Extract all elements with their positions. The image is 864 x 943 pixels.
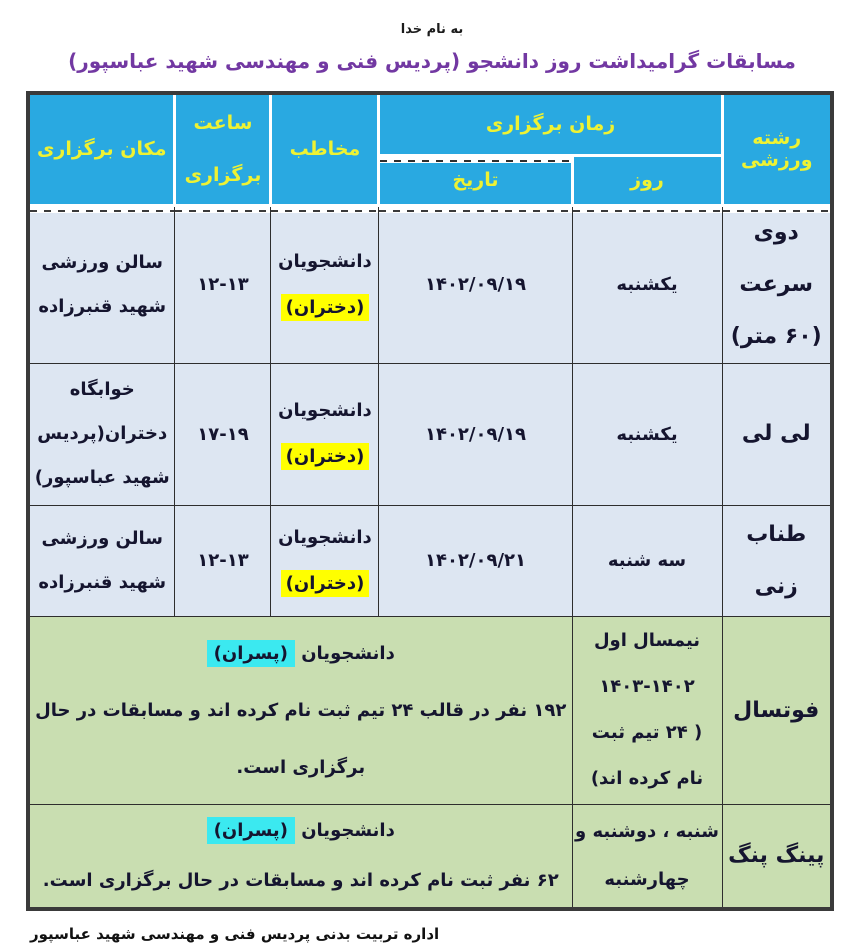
cell-hour <box>175 505 271 616</box>
schedule-line: چهارشنبه <box>604 868 690 890</box>
cell-date <box>379 205 572 363</box>
audience-line: دانشجویان <box>278 250 372 272</box>
header-location: مکان برگزاری <box>28 93 175 205</box>
table-row-sprint <box>28 205 832 363</box>
cell-sport <box>722 363 832 505</box>
date-value: ۱۴۰۲/۰۹/۱۹ <box>424 274 527 295</box>
sport-line: لی لی <box>741 421 811 446</box>
header-time-group: زمان برگزاری <box>379 93 722 155</box>
header-hour-line2: برگزاری <box>184 164 262 187</box>
info-prefix: دانشجویان <box>294 819 395 841</box>
info-prefix: دانشجویان <box>294 642 395 664</box>
table-row-rope <box>28 505 832 616</box>
cell-date <box>379 363 572 505</box>
sport-line: طناب زنی <box>746 521 807 599</box>
footer-text: اداره تربیت بدنی پردیس فنی و مهندسی شهید عباسپور <box>30 925 440 943</box>
audience-highlight: (دختران) <box>281 294 370 321</box>
date-value: ۱۴۰۲/۰۹/۲۱ <box>424 550 527 571</box>
cell-sport: فوتسال <box>722 616 832 804</box>
cell-futsal-info <box>28 616 572 804</box>
header-audience: مخاطب <box>271 93 379 205</box>
location-line: شهید قنبرزاده <box>38 295 167 317</box>
cell-audience <box>271 363 379 505</box>
cell-location <box>28 205 175 363</box>
cell-day: یکشنبه <box>572 363 722 505</box>
table-row-futsal <box>28 616 832 804</box>
cell-location <box>28 363 175 505</box>
location-line: سالن ورزشی <box>41 527 163 549</box>
audience-highlight: (دختران) <box>281 443 370 470</box>
cell-sport: پینگ پنگ <box>722 804 832 909</box>
sport-line: دوی سرعت <box>739 219 814 297</box>
hour-value: ۱۲-۱۳ <box>197 274 249 295</box>
cell-pingpong-info <box>28 804 572 909</box>
hour-value: ۱۷-۱۹ <box>197 423 249 445</box>
cell-audience <box>271 205 379 363</box>
cell-sport <box>722 205 832 363</box>
schedule-line: نیمسال اول <box>593 630 701 651</box>
competitions-table <box>26 91 834 911</box>
cell-date <box>379 505 572 616</box>
header-hour-line1: ساعت <box>193 112 253 135</box>
table-row-pingpong <box>28 804 832 909</box>
audience-highlight: (دختران) <box>281 570 370 597</box>
schedule-years: ۱۴۰۳-۱۴۰۲ <box>599 676 695 697</box>
info-highlight: (پسران) <box>207 817 295 844</box>
schedule-line: نام کرده اند) <box>590 768 704 789</box>
cell-audience <box>271 505 379 616</box>
sport-line: (۶۰ متر) <box>730 323 822 349</box>
cell-futsal-schedule <box>572 616 722 804</box>
location-line: شهید عباسپور) <box>34 467 170 488</box>
schedule-line: ( ۲۴ تیم ثبت <box>591 722 703 743</box>
cell-pingpong-schedule <box>572 804 722 909</box>
table-row-leyley <box>28 363 832 505</box>
location-line: خوابگاه <box>69 379 135 400</box>
info-line: ۶۲ نفر ثبت نام کرده اند و مسابقات در حال برگزاری است. <box>42 869 559 891</box>
cell-location <box>28 505 175 616</box>
cell-day: یکشنبه <box>572 205 722 363</box>
header-date: تاریخ <box>379 155 572 205</box>
page-title: مسابقات گرامیداشت روز دانشجو (پردیس فنی و مهندسی شهید عباسپور) <box>68 49 796 73</box>
date-value: ۱۴۰۲/۰۹/۱۹ <box>424 423 527 445</box>
header-day: روز <box>572 155 722 205</box>
info-highlight: (پسران) <box>207 640 295 667</box>
cell-sport <box>722 505 832 616</box>
audience-line: دانشجویان <box>278 526 372 548</box>
header-hour <box>175 93 271 205</box>
cell-hour <box>175 205 271 363</box>
header-sport: رشته ورزشی <box>722 93 832 205</box>
location-line: سالن ورزشی <box>41 251 163 273</box>
bismillah-text: به نام خدا <box>400 22 464 37</box>
info-line: ۱۹۲ نفر در قالب ۲۴ تیم ثبت نام کرده اند و مسابقات در حال <box>35 699 567 721</box>
cell-hour <box>175 363 271 505</box>
cell-day: سه شنبه <box>572 505 722 616</box>
hour-value: ۱۲-۱۳ <box>197 550 249 571</box>
location-line: دختران(پردیس <box>37 423 168 444</box>
info-line: برگزاری است. <box>236 756 366 778</box>
schedule-line: شنبه ، دوشنبه و <box>575 820 719 842</box>
location-line: شهید قنبرزاده <box>38 571 167 593</box>
audience-line: دانشجویان <box>278 400 372 421</box>
